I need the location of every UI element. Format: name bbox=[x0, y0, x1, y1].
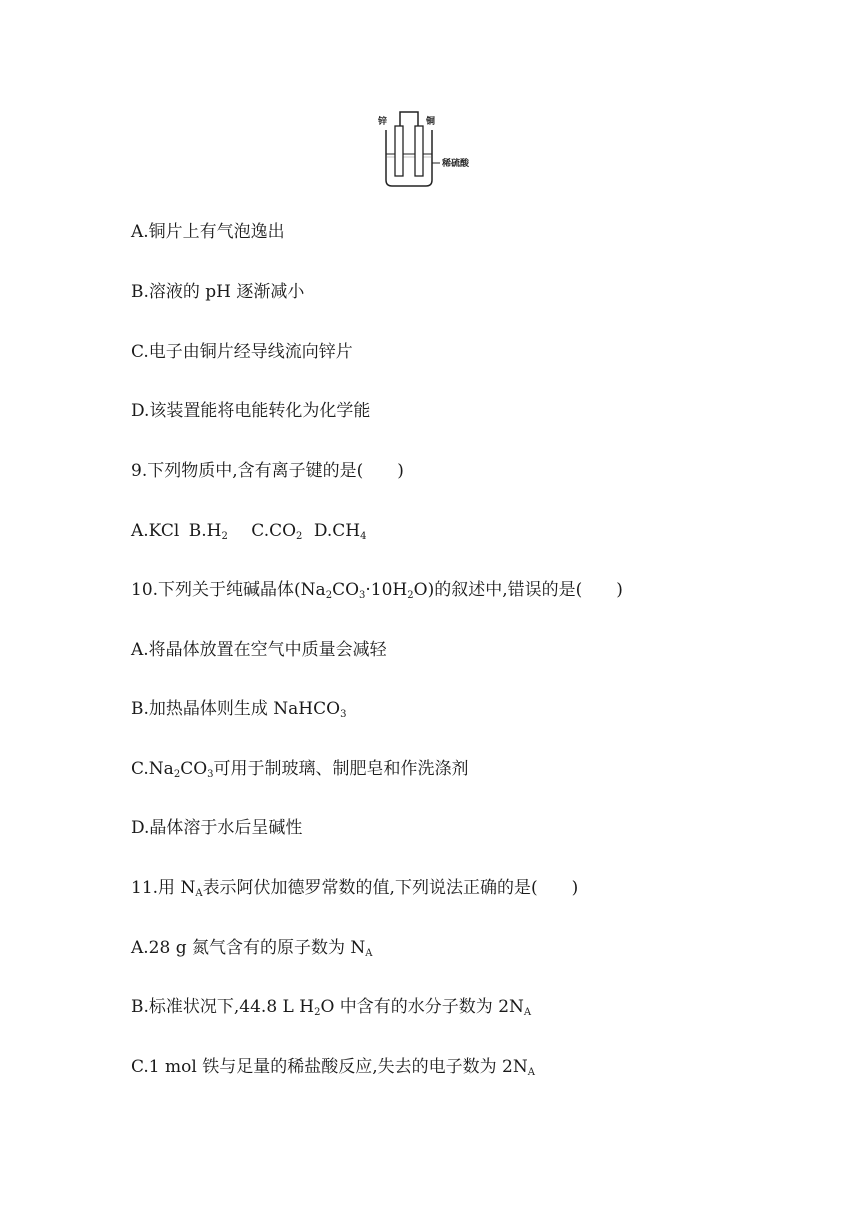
q10-stem: 10.下列关于纯碱晶体$(Na_2CO_3\cdot 10H_2O)$的叙述中,错误的是( ) bbox=[131, 580, 623, 601]
galvanic-cell-diagram bbox=[374, 108, 484, 190]
q9-stem: 9.下列物质中,含有离子键的是( ) bbox=[131, 461, 404, 481]
copper-electrode bbox=[415, 126, 423, 176]
q10-option-d: D.晶体溶于水后呈碱性 bbox=[131, 818, 303, 838]
q8-option-c: C.电子由铜片经导线流向锌片 bbox=[131, 342, 353, 362]
q9-option-a: A.KCl bbox=[131, 521, 180, 541]
galvanic-cell-figure bbox=[374, 108, 484, 190]
q11-stem: 11.用 $N_A$表示阿伏加德罗常数的值,下列说法正确的是( ) bbox=[131, 878, 579, 899]
q11-option-a: A.28 g 氮气含有的原子数为 $N_A$ bbox=[131, 938, 373, 959]
q8-option-a: A.铜片上有气泡逸出 bbox=[131, 222, 285, 242]
q10-option-c: $C.Na_2CO_3$可用于制玻璃、制肥皂和作洗涤剂 bbox=[131, 759, 469, 780]
q11-option-c: C.1 mol 铁与足量的稀盐酸反应,失去的电子数为 $2N_A$ bbox=[131, 1057, 535, 1078]
label-acid: 稀硫酸 bbox=[442, 159, 470, 169]
q10-option-b: B.加热晶体则生成 NaHCO$_3$ bbox=[131, 699, 347, 720]
q8-option-d: D.该装置能将电能转化为化学能 bbox=[131, 401, 371, 421]
q9-option-d: $D.CH_4$ bbox=[313, 521, 367, 542]
zinc-electrode bbox=[395, 126, 403, 176]
q9-option-b: $B.H_2$ bbox=[188, 521, 228, 542]
beaker bbox=[386, 130, 432, 186]
q8-option-b: B.溶液的 pH 逐渐减小 bbox=[131, 282, 305, 302]
q9-option-c: $C.CO_2$ bbox=[251, 521, 303, 542]
q9-options bbox=[131, 520, 366, 542]
q11-option-b: B.标准状况下,44.8 L $H_2O$ 中含有的水分子数为 $2N_A$ bbox=[131, 997, 532, 1018]
q10-option-a: A.将晶体放置在空气中质量会减轻 bbox=[131, 640, 387, 660]
label-zinc: 锌 bbox=[378, 117, 388, 127]
label-copper: 铜 bbox=[426, 117, 436, 127]
